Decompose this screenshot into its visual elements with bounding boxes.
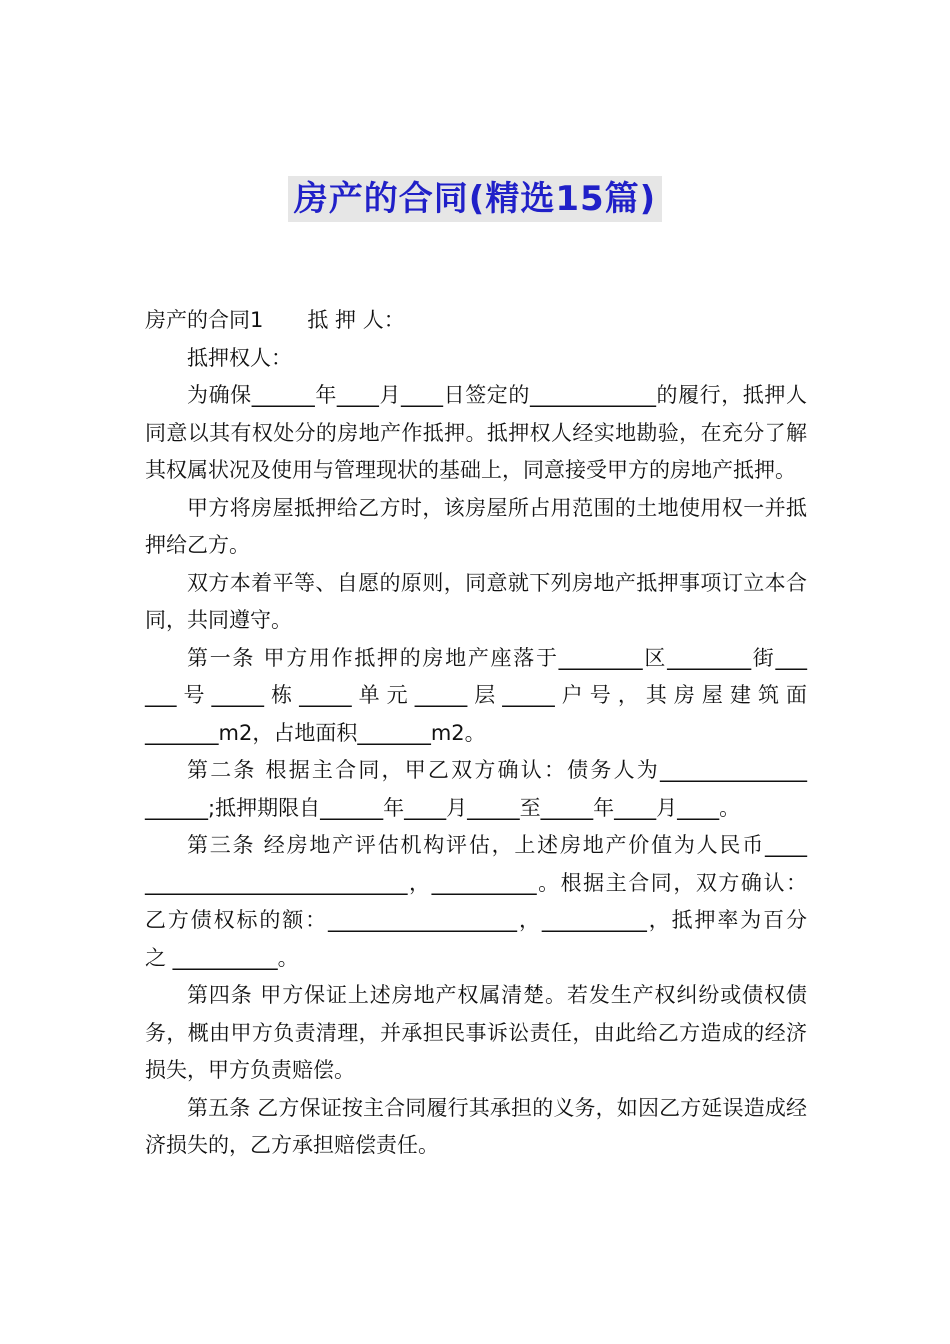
article-1-line: ___号_____栋_____单元_____层_____户号，其房屋建筑面 — [145, 683, 807, 707]
paragraph: 甲方将房屋抵押给乙方时，该房屋所占用范围的土地使用权一并抵押给乙方。 — [145, 495, 807, 557]
paragraph: 双方本着平等、自愿的原则，同意就下列房地产抵押事项订立本合同，共同遵守。 — [145, 570, 807, 632]
article-3-line: 第三条 经房地产评估机构评估，上述房地产价值为人民币____ — [187, 833, 807, 857]
article-3-line: 之 __________。 — [145, 945, 299, 970]
article-1-line: _______m2，占地面积_______m2。 — [145, 720, 486, 745]
article-3-line: 乙方债权标的额：__________________，__________，抵押率为百分 — [145, 908, 807, 932]
title-container — [0, 176, 950, 222]
document-title: 房产的合同(精选15篇) — [288, 176, 662, 222]
document-body — [145, 302, 807, 1165]
article-3-line: _________________________，__________。根据主合同，双方确认： — [145, 870, 807, 895]
paragraph: 为确保______年____月____日签定的____________的履行，抵押人同意以其有权处分的房地产作抵押。抵押权人经实地勘验，在充分了解其权属状况及使用与管理现状的基础上，同意接受甲方的房地产抵押。 — [145, 383, 807, 482]
article-2-line: ______;抵押期限自______年____月_____至_____年____月____。 — [145, 795, 741, 820]
paragraph-header — [145, 302, 807, 340]
article-1-line: 第一条 甲方用作抵押的房地产座落于________区________街___ — [187, 645, 807, 670]
mortgagor-label: 抵 押 人： — [307, 308, 405, 332]
contract-number-label: 房产的合同1 — [145, 308, 264, 332]
paragraph: 第五条 乙方保证按主合同履行其承担的义务，如因乙方延误造成经济损失的，乙方承担赔偿责任。 — [145, 1095, 807, 1157]
paragraph: 第四条 甲方保证上述房地产权属清楚。若发生产权纠纷或债权债务，概由甲方负责清理，并承担民事诉讼责任，由此给乙方造成的经济损失，甲方负责赔偿。 — [145, 983, 807, 1082]
article-2-line: 第二条 根据主合同，甲乙双方确认：债务人为______________ — [187, 758, 807, 782]
mortgagee-label: 抵押权人： — [187, 345, 292, 370]
